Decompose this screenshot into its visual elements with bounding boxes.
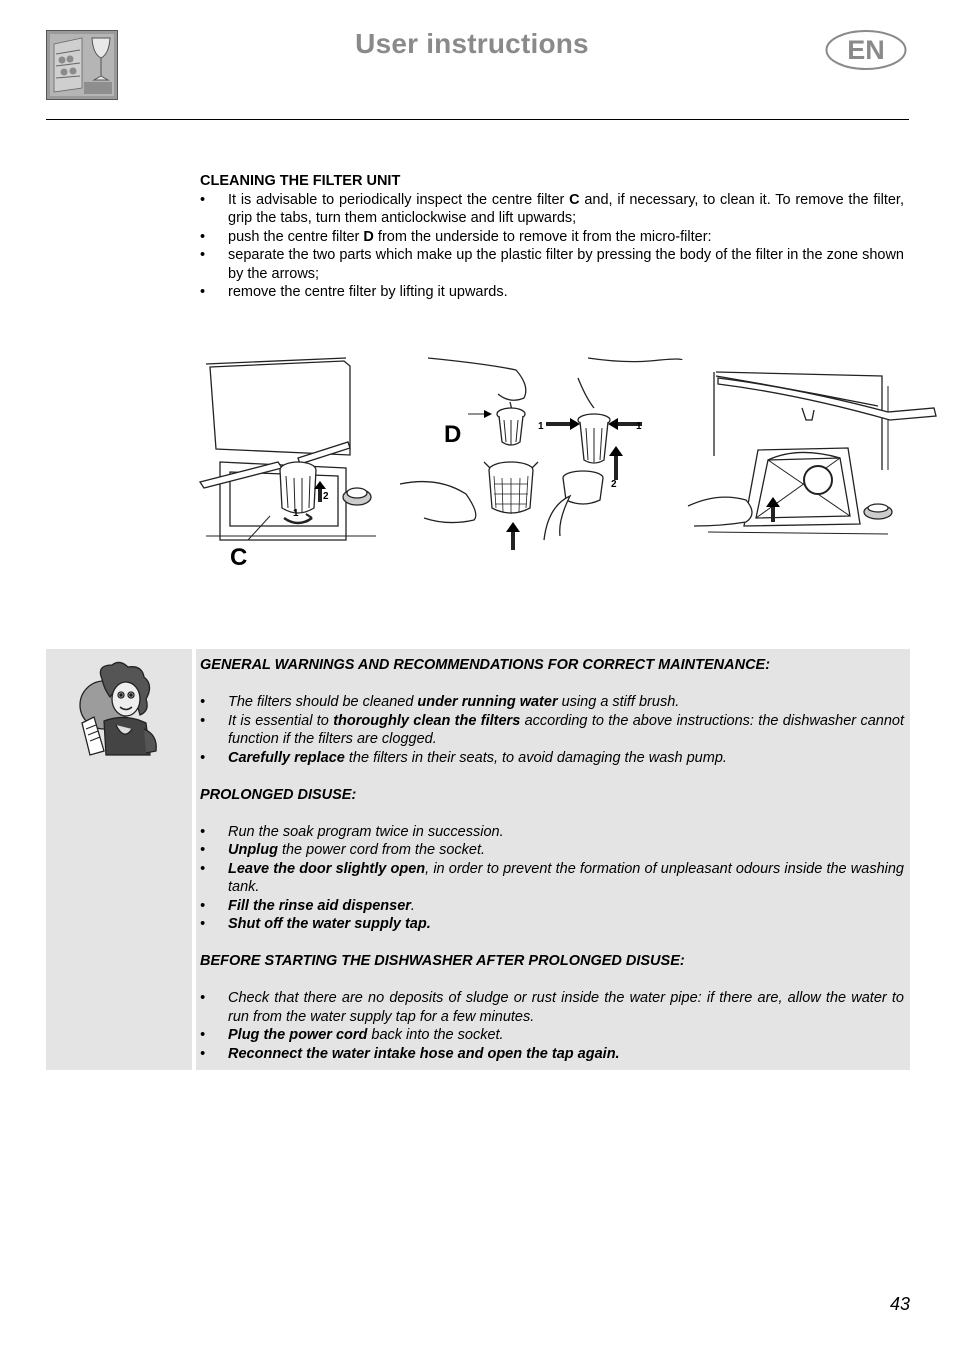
notice-divider: [192, 649, 196, 1070]
list-item-bold: Leave the door slightly open: [228, 860, 426, 877]
restart-list: [200, 989, 904, 1063]
list-item-text: back into the socket.: [367, 1027, 504, 1043]
figure-step-label: 1: [538, 421, 544, 432]
list-item-bold: D: [363, 228, 374, 245]
page-number: 43: [889, 1294, 910, 1314]
figure-step-label: 1: [293, 508, 299, 519]
list-item-text: using a stiff brush.: [557, 694, 680, 710]
list-item: [200, 693, 904, 712]
maintenance-notice-box: [46, 649, 910, 1070]
disuse-heading: PROLONGED DISUSE:: [200, 786, 357, 803]
list-item-bold: thoroughly clean the filters: [333, 712, 521, 729]
list-item-text: Run the soak program twice in succession.: [228, 823, 504, 840]
list-item-bold: Unplug: [228, 842, 278, 858]
figure-step-label: 2: [323, 491, 329, 502]
list-item-bold: Fill the rinse aid dispenser: [228, 897, 411, 914]
restart-heading: BEFORE STARTING THE DISHWASHER AFTER PROLONGED DISUSE:: [200, 953, 685, 969]
list-item: [200, 989, 904, 1026]
list-item: • remove the centre filter by lifting it upwards.: [200, 283, 904, 302]
list-item-bold: Shut off the water supply tap.: [228, 916, 431, 932]
list-item-bold: under running water: [417, 694, 558, 710]
list-item: • separate the two parts which make up the plastic filter by pressing the body of the filter in the zone shown by the arrows;: [200, 246, 904, 283]
list-item-bold: Reconnect the water intake hose and open the tap again.: [228, 1045, 620, 1062]
mascot-character-icon: [76, 659, 164, 759]
instruction-list: [200, 191, 904, 302]
figure-separate-filter-d: [400, 358, 682, 550]
figure-step-label: 2: [611, 479, 617, 490]
list-item-text: the power cord from the socket.: [277, 842, 486, 858]
list-item-text: and, if necessary, to clean it. To remove the filter, grip the tabs, turn them anticlockwise and lift upwards;: [228, 191, 904, 226]
filter-cleaning-section: [200, 172, 904, 302]
list-item-text: push the centre filter: [228, 228, 364, 245]
list-item-text: , in order to prevent the formation of unpleasant odours inside the washing tank.: [228, 860, 904, 895]
list-item: [200, 823, 904, 842]
section-heading: CLEANING THE FILTER UNIT: [200, 173, 401, 189]
list-item-text: according to the above instructions: the dishwasher cannot function if the filters are clogged.: [228, 712, 905, 747]
list-item-bold: Plug the power cord: [228, 1027, 368, 1043]
list-item: [200, 749, 904, 768]
language-badge-label: EN: [847, 35, 885, 65]
list-item: [200, 860, 904, 897]
warnings-heading: GENERAL WARNINGS AND RECOMMENDATIONS FOR CORRECT MAINTENANCE:: [200, 657, 771, 673]
figure-lift-micro-filter: [688, 372, 936, 534]
disuse-list: [200, 823, 904, 934]
list-item: [200, 1026, 904, 1045]
list-item: [200, 228, 904, 247]
warnings-list: [200, 693, 904, 767]
figure-step-label: 1: [636, 421, 642, 432]
list-item-bold: Carefully replace: [228, 749, 345, 766]
list-item: [200, 897, 904, 916]
page-title: User instructions: [355, 28, 589, 59]
list-item: [200, 712, 904, 749]
filter-illustrations: [198, 350, 940, 580]
list-item: [200, 1045, 904, 1064]
list-item-bold: C: [569, 191, 580, 208]
list-item-text: It is advisable to periodically inspect the centre filter: [228, 191, 570, 208]
list-item-text: from the underside to remove it from the micro-filter:: [373, 228, 712, 245]
figure-label-d: D: [444, 421, 462, 448]
header-divider: [46, 119, 909, 120]
list-item-text: the filters in their seats, to avoid damaging the wash pump.: [344, 749, 727, 766]
figure-label-c: C: [230, 544, 248, 571]
figure-remove-filter-c: [200, 358, 376, 540]
list-item: [200, 915, 904, 934]
notice-body: [200, 656, 904, 1063]
list-item: [200, 841, 904, 860]
list-item-text: The filters should be cleaned: [228, 694, 418, 710]
language-badge: [825, 29, 907, 71]
list-item-text: .: [410, 897, 415, 914]
list-item-text: Check that there are no deposits of sludge or rust inside the water pipe: if there are, allow the water to run from the water supply tap for a few minutes.: [228, 990, 904, 1025]
list-item: [200, 191, 904, 228]
list-item-text: It is essential to: [228, 712, 334, 729]
